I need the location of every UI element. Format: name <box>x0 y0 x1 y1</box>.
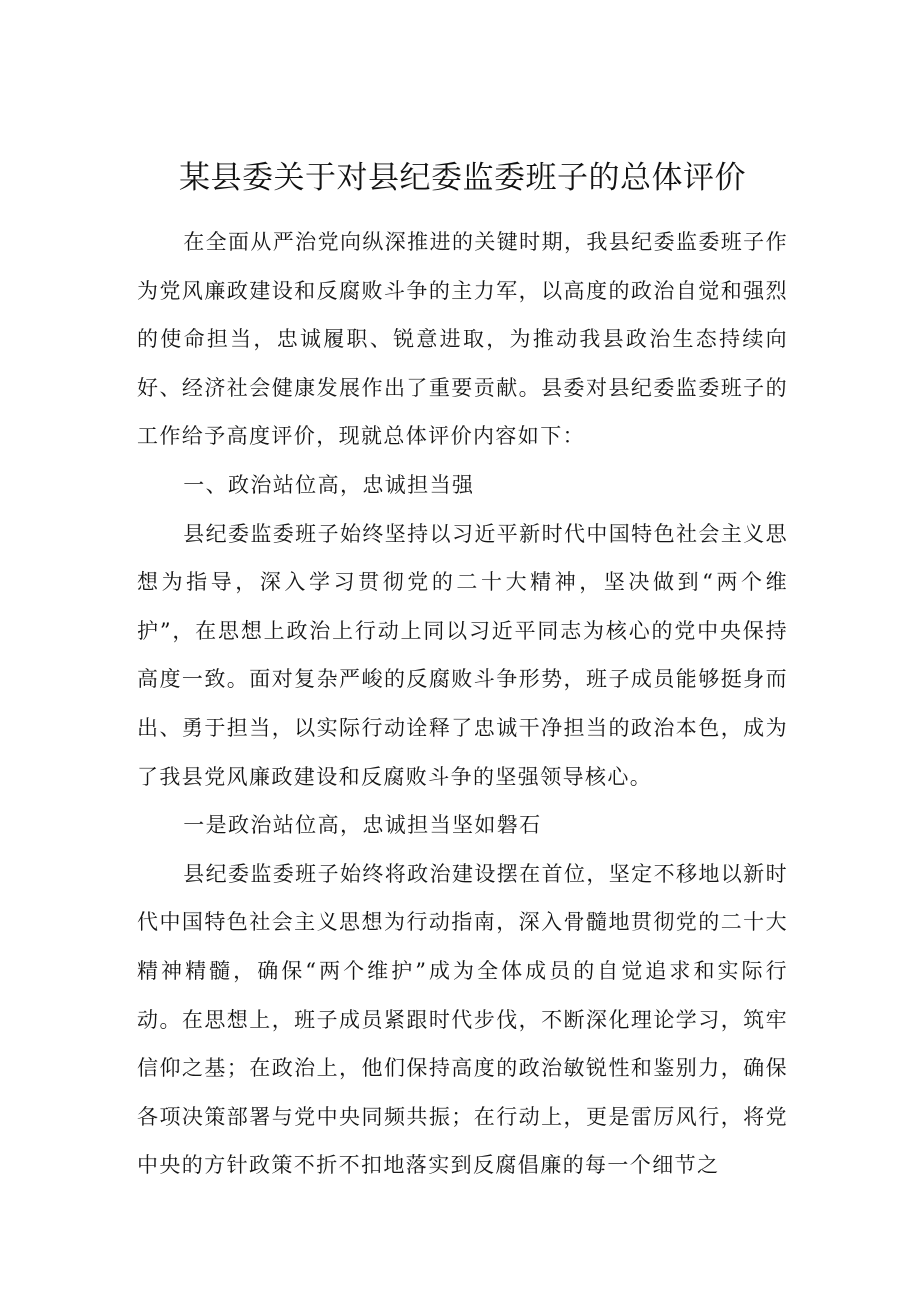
section-1-paragraph: 县纪委监委班子始终坚持以习近平新时代中国特色社会主义思想为指导，深入学习贯彻党的二十大精神，坚决做到“两个维护”，在思想上政治上行动上同以习近平同志为核心的党中央保持高度一致。面对复杂严峻的反腐败斗争形势，班子成员能够挺身而出、勇于担当，以实际行动诠释了忠诚干净担当的政治本色，成为了我县党风廉政建设和反腐败斗争的坚强领导核心。 <box>137 521 788 789</box>
subsection-1-paragraph: 县纪委监委班子始终将政治建设摆在首位，坚定不移地以新时代中国特色社会主义思想为行动指南，深入骨髓地贯彻党的二十大精神精髓，确保“两个维护”成为全体成员的自觉追求和实际行动。在思想上，班子成员紧跟时代步伐，不断深化理论学习，筑牢信仰之基；在政治上，他们保持高度的政治敏锐性和鉴别力，确保各项决策部署与党中央同频共振；在行动上，更是雷厉风行，将党中央的方针政策不折不扣地落实到反腐倡廉的每一个细节之 <box>137 861 788 1178</box>
section-heading-1: 一、政治站位高，忠诚担当强 <box>183 472 475 497</box>
intro-paragraph: 在全面从严治党向纵深推进的关键时期，我县纪委监委班子作为党风廉政建设和反腐败斗争的主力军，以高度的政治自觉和强烈的使命担当，忠诚履职、锐意进取，为推动我县政治生态持续向好、经济社会健康发展作出了重要贡献。县委对县纪委监委班子的工作给予高度评价，现就总体评价内容如下： <box>137 230 788 449</box>
document-title: 某县委关于对县纪委监委班子的总体评价 <box>179 160 746 196</box>
subsection-heading-1: 一是政治站位高，忠诚担当坚如磐石 <box>183 813 542 838</box>
